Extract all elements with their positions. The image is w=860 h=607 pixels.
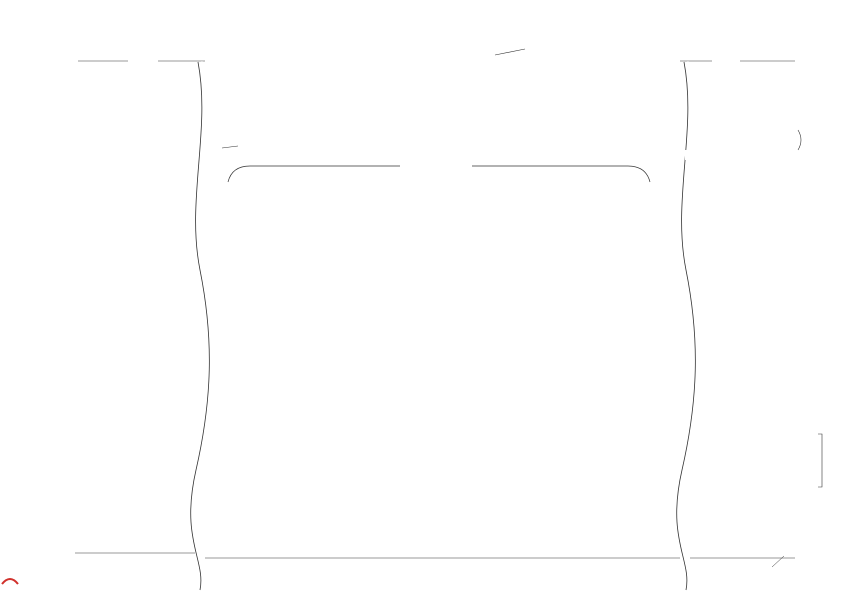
join-leader <box>222 146 238 148</box>
label-bg-pull-left <box>118 150 178 160</box>
separator-band-right <box>677 62 696 590</box>
label-bg-neck <box>400 160 472 170</box>
label-bg-shoulder-mid <box>430 171 442 180</box>
label-bg-right-back <box>208 404 268 416</box>
label-bg-join <box>238 140 348 162</box>
site-logo <box>2 579 18 584</box>
logo-swoosh <box>2 579 18 584</box>
edge-row-leader <box>495 49 525 55</box>
label-bg-pull-right <box>685 150 745 160</box>
label-bg-left-back <box>258 97 318 109</box>
label-bg-left-front <box>580 97 640 109</box>
label-bg-right-front <box>604 404 664 416</box>
repeat-bracket <box>818 434 822 487</box>
one-net-leader <box>772 556 784 567</box>
separator-band-left <box>191 62 210 590</box>
joining-chain-brace <box>798 130 801 150</box>
